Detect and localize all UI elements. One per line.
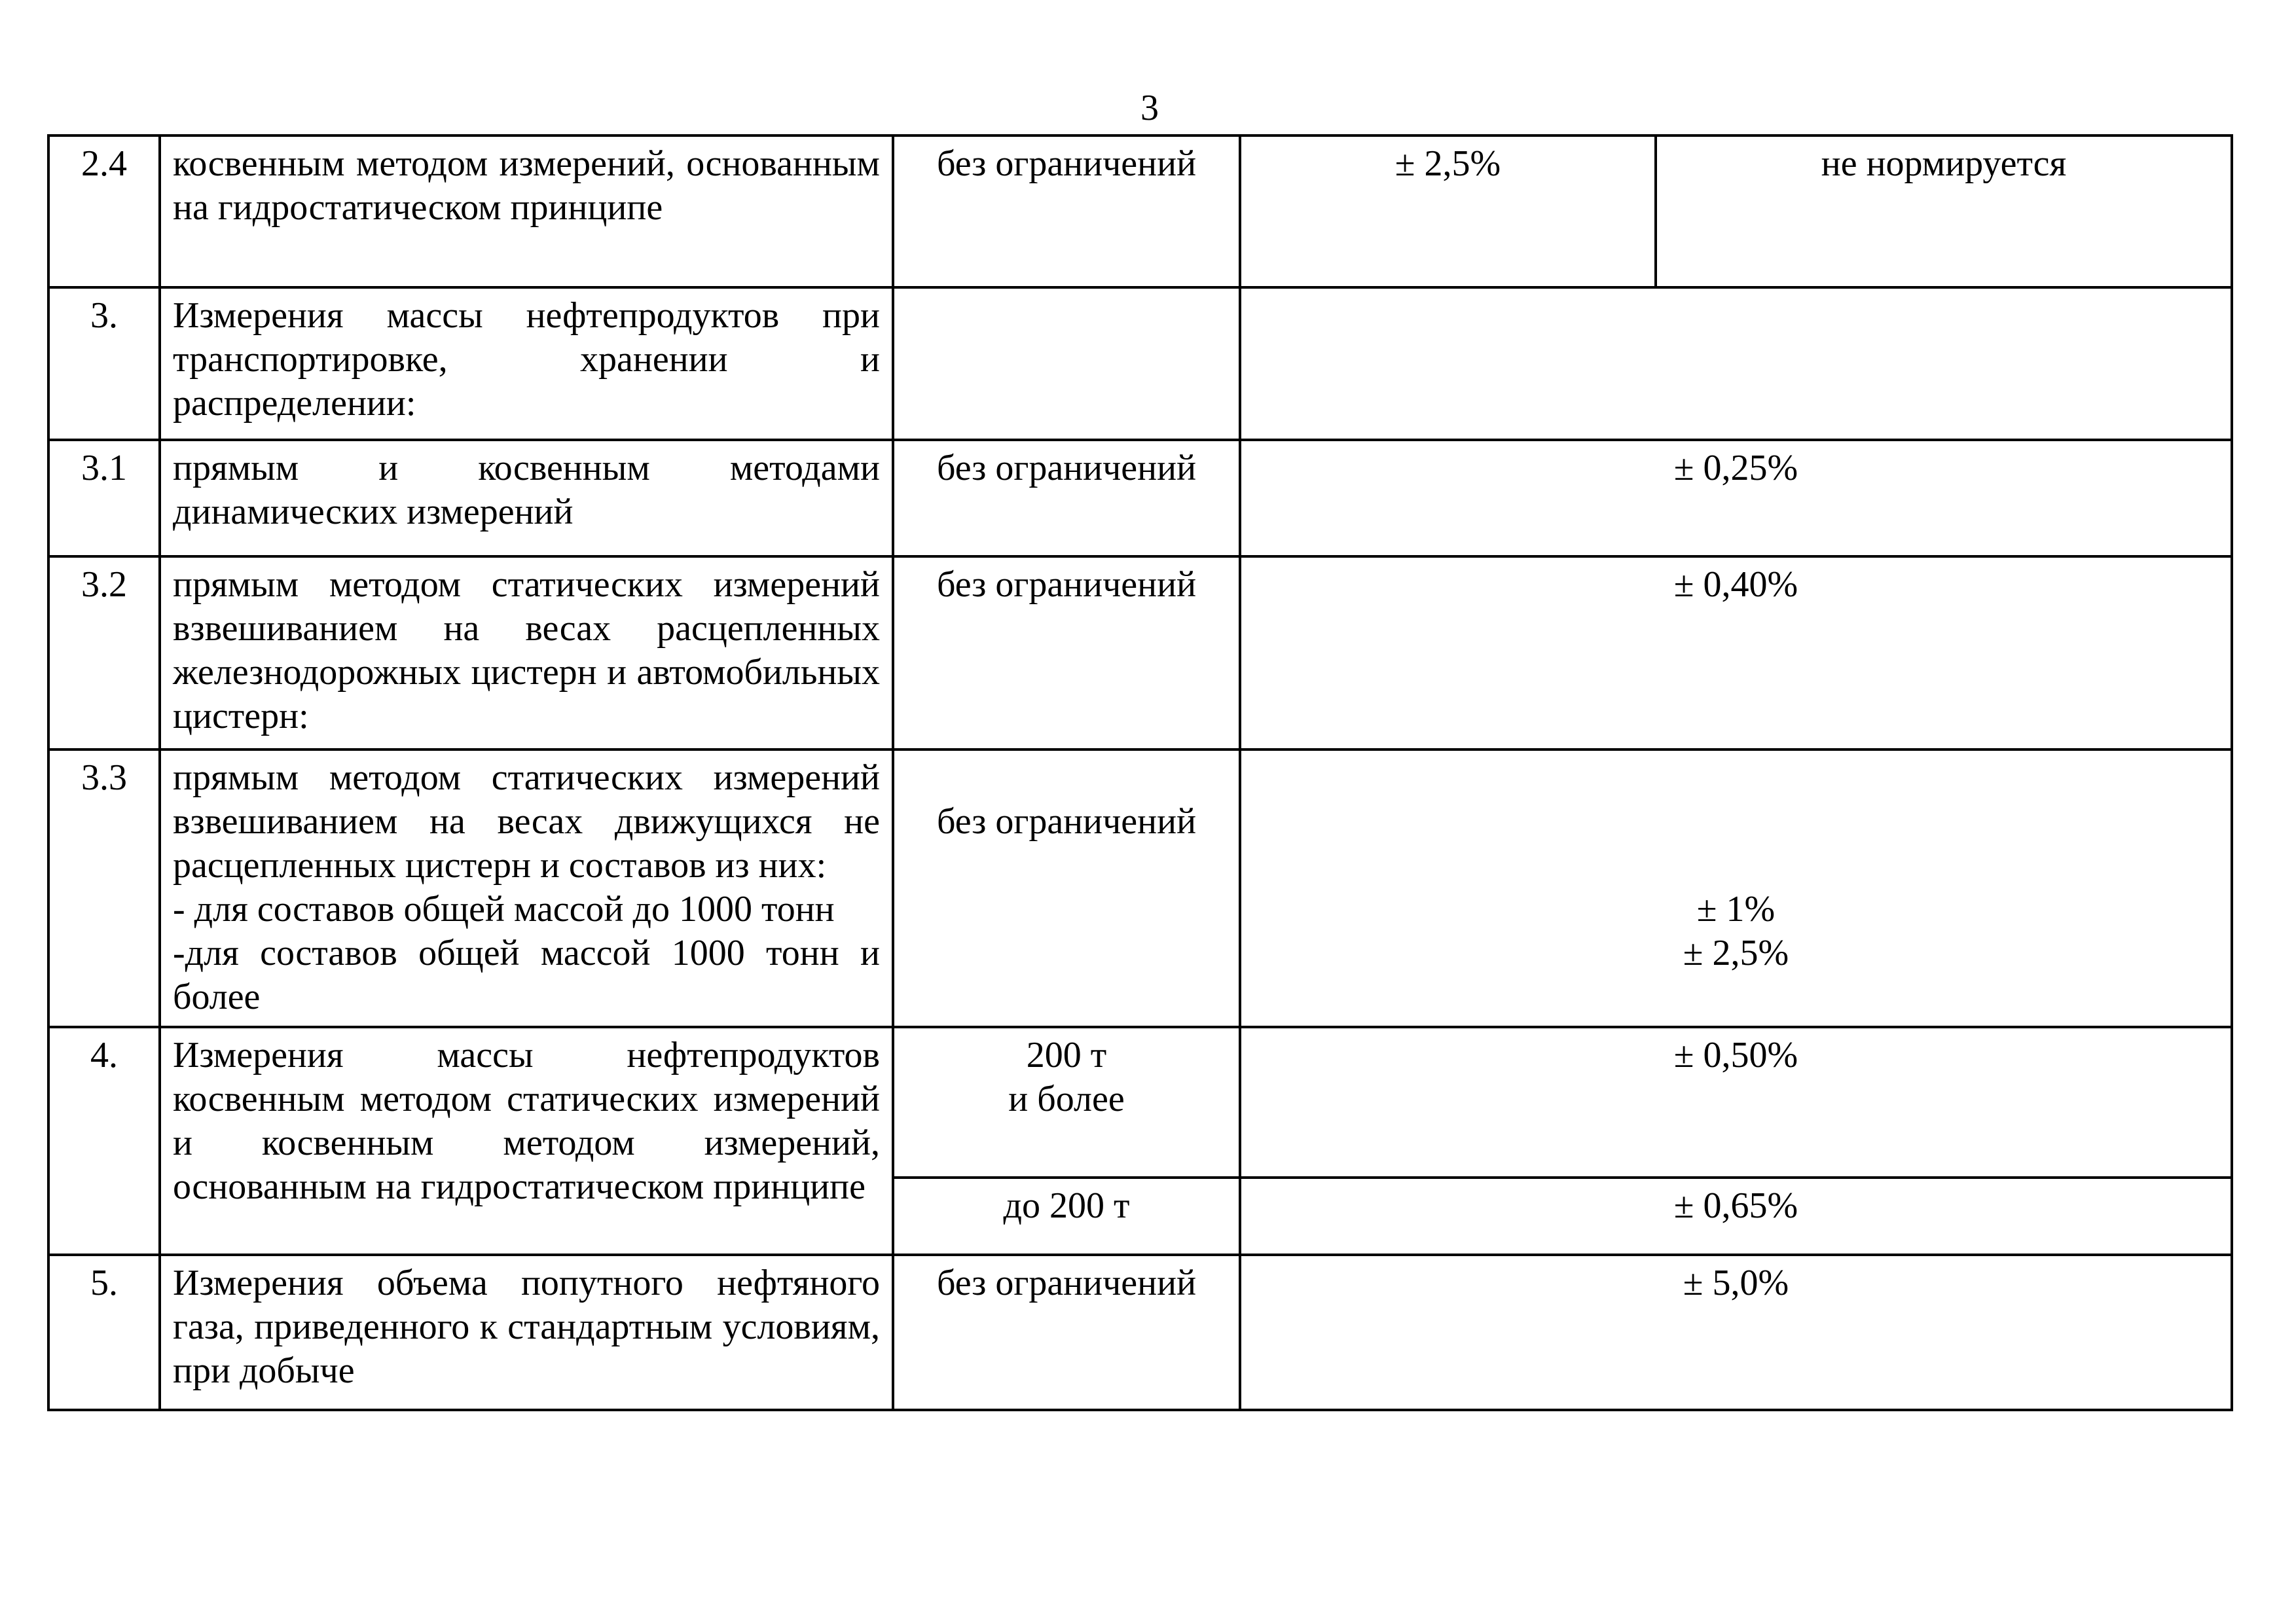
row-description: Измерения массы нефтепродуктов косвенным методом статических измерений и косвенным методом измерений, основанным на гидростатическом принципе [160, 1027, 893, 1255]
row-limit: без ограничений [893, 440, 1240, 556]
table-row [48, 287, 2232, 440]
row-limit-empty [893, 287, 1240, 440]
row-limit-line1: 200 т [1026, 1035, 1107, 1075]
table-row [48, 440, 2232, 556]
row-number: 3. [48, 287, 160, 440]
row-description: Измерения объема попутного нефтяного газа, приведенного к стандартным условиям, при добыче [160, 1255, 893, 1410]
row-error: ± 2,5% [1240, 135, 1656, 287]
row-number: 5. [48, 1255, 160, 1410]
row-description [160, 749, 893, 1027]
row-description-main: прямым методом статических измерений взвешиванием на весах движущихся не расцепленных цистерн и составов из них: [173, 757, 880, 886]
table-row [48, 1255, 2232, 1410]
row-limit-line2: и более [1008, 1079, 1125, 1119]
row-limit: без ограничений [893, 1255, 1240, 1410]
table-row [48, 135, 2232, 287]
row-error: ± 0,65% [1240, 1178, 2232, 1255]
row-limit: без ограничений [893, 556, 1240, 749]
row-error-1: ± 1% [1696, 889, 1776, 929]
page-number: 3 [1140, 88, 1159, 128]
row-error: ± 0,50% [1240, 1027, 2232, 1178]
row-description-sub2: -для составов общей массой 1000 тонн и более [173, 933, 880, 1017]
row-error-2: ± 2,5% [1683, 933, 1789, 973]
row-error: ± 0,25% [1240, 440, 2232, 556]
row-error-empty [1240, 287, 2232, 440]
row-description: косвенным методом измерений, основанным на гидростатическом принципе [160, 135, 893, 287]
measurement-table [47, 134, 2233, 1411]
table-row [48, 556, 2232, 749]
row-limit [893, 749, 1240, 1027]
table-row [48, 749, 2232, 1027]
row-limit [893, 1027, 1240, 1178]
row-limit: без ограничений [893, 135, 1240, 287]
row-error: ± 0,40% [1240, 556, 2232, 749]
row-description: Измерения массы нефтепродуктов при транспортировке, хранении и распределении: [160, 287, 893, 440]
row-number: 3.3 [48, 749, 160, 1027]
row-extra: не нормируется [1656, 135, 2232, 287]
row-error [1240, 749, 2232, 1027]
row-limit: до 200 т [893, 1178, 1240, 1255]
row-description-sub1: - для составов общей массой до 1000 тонн [173, 889, 835, 929]
row-limit-text: без ограничений [936, 801, 1197, 842]
table-row [48, 1027, 2232, 1178]
row-number: 3.2 [48, 556, 160, 749]
row-description: прямым и косвенным методами динамических измерений [160, 440, 893, 556]
row-error: ± 5,0% [1240, 1255, 2232, 1410]
row-description: прямым методом статических измерений взвешиванием на весах расцепленных железнодорожных цистерн и автомобильных цистерн: [160, 556, 893, 749]
row-number: 4. [48, 1027, 160, 1255]
row-number: 3.1 [48, 440, 160, 556]
row-number: 2.4 [48, 135, 160, 287]
